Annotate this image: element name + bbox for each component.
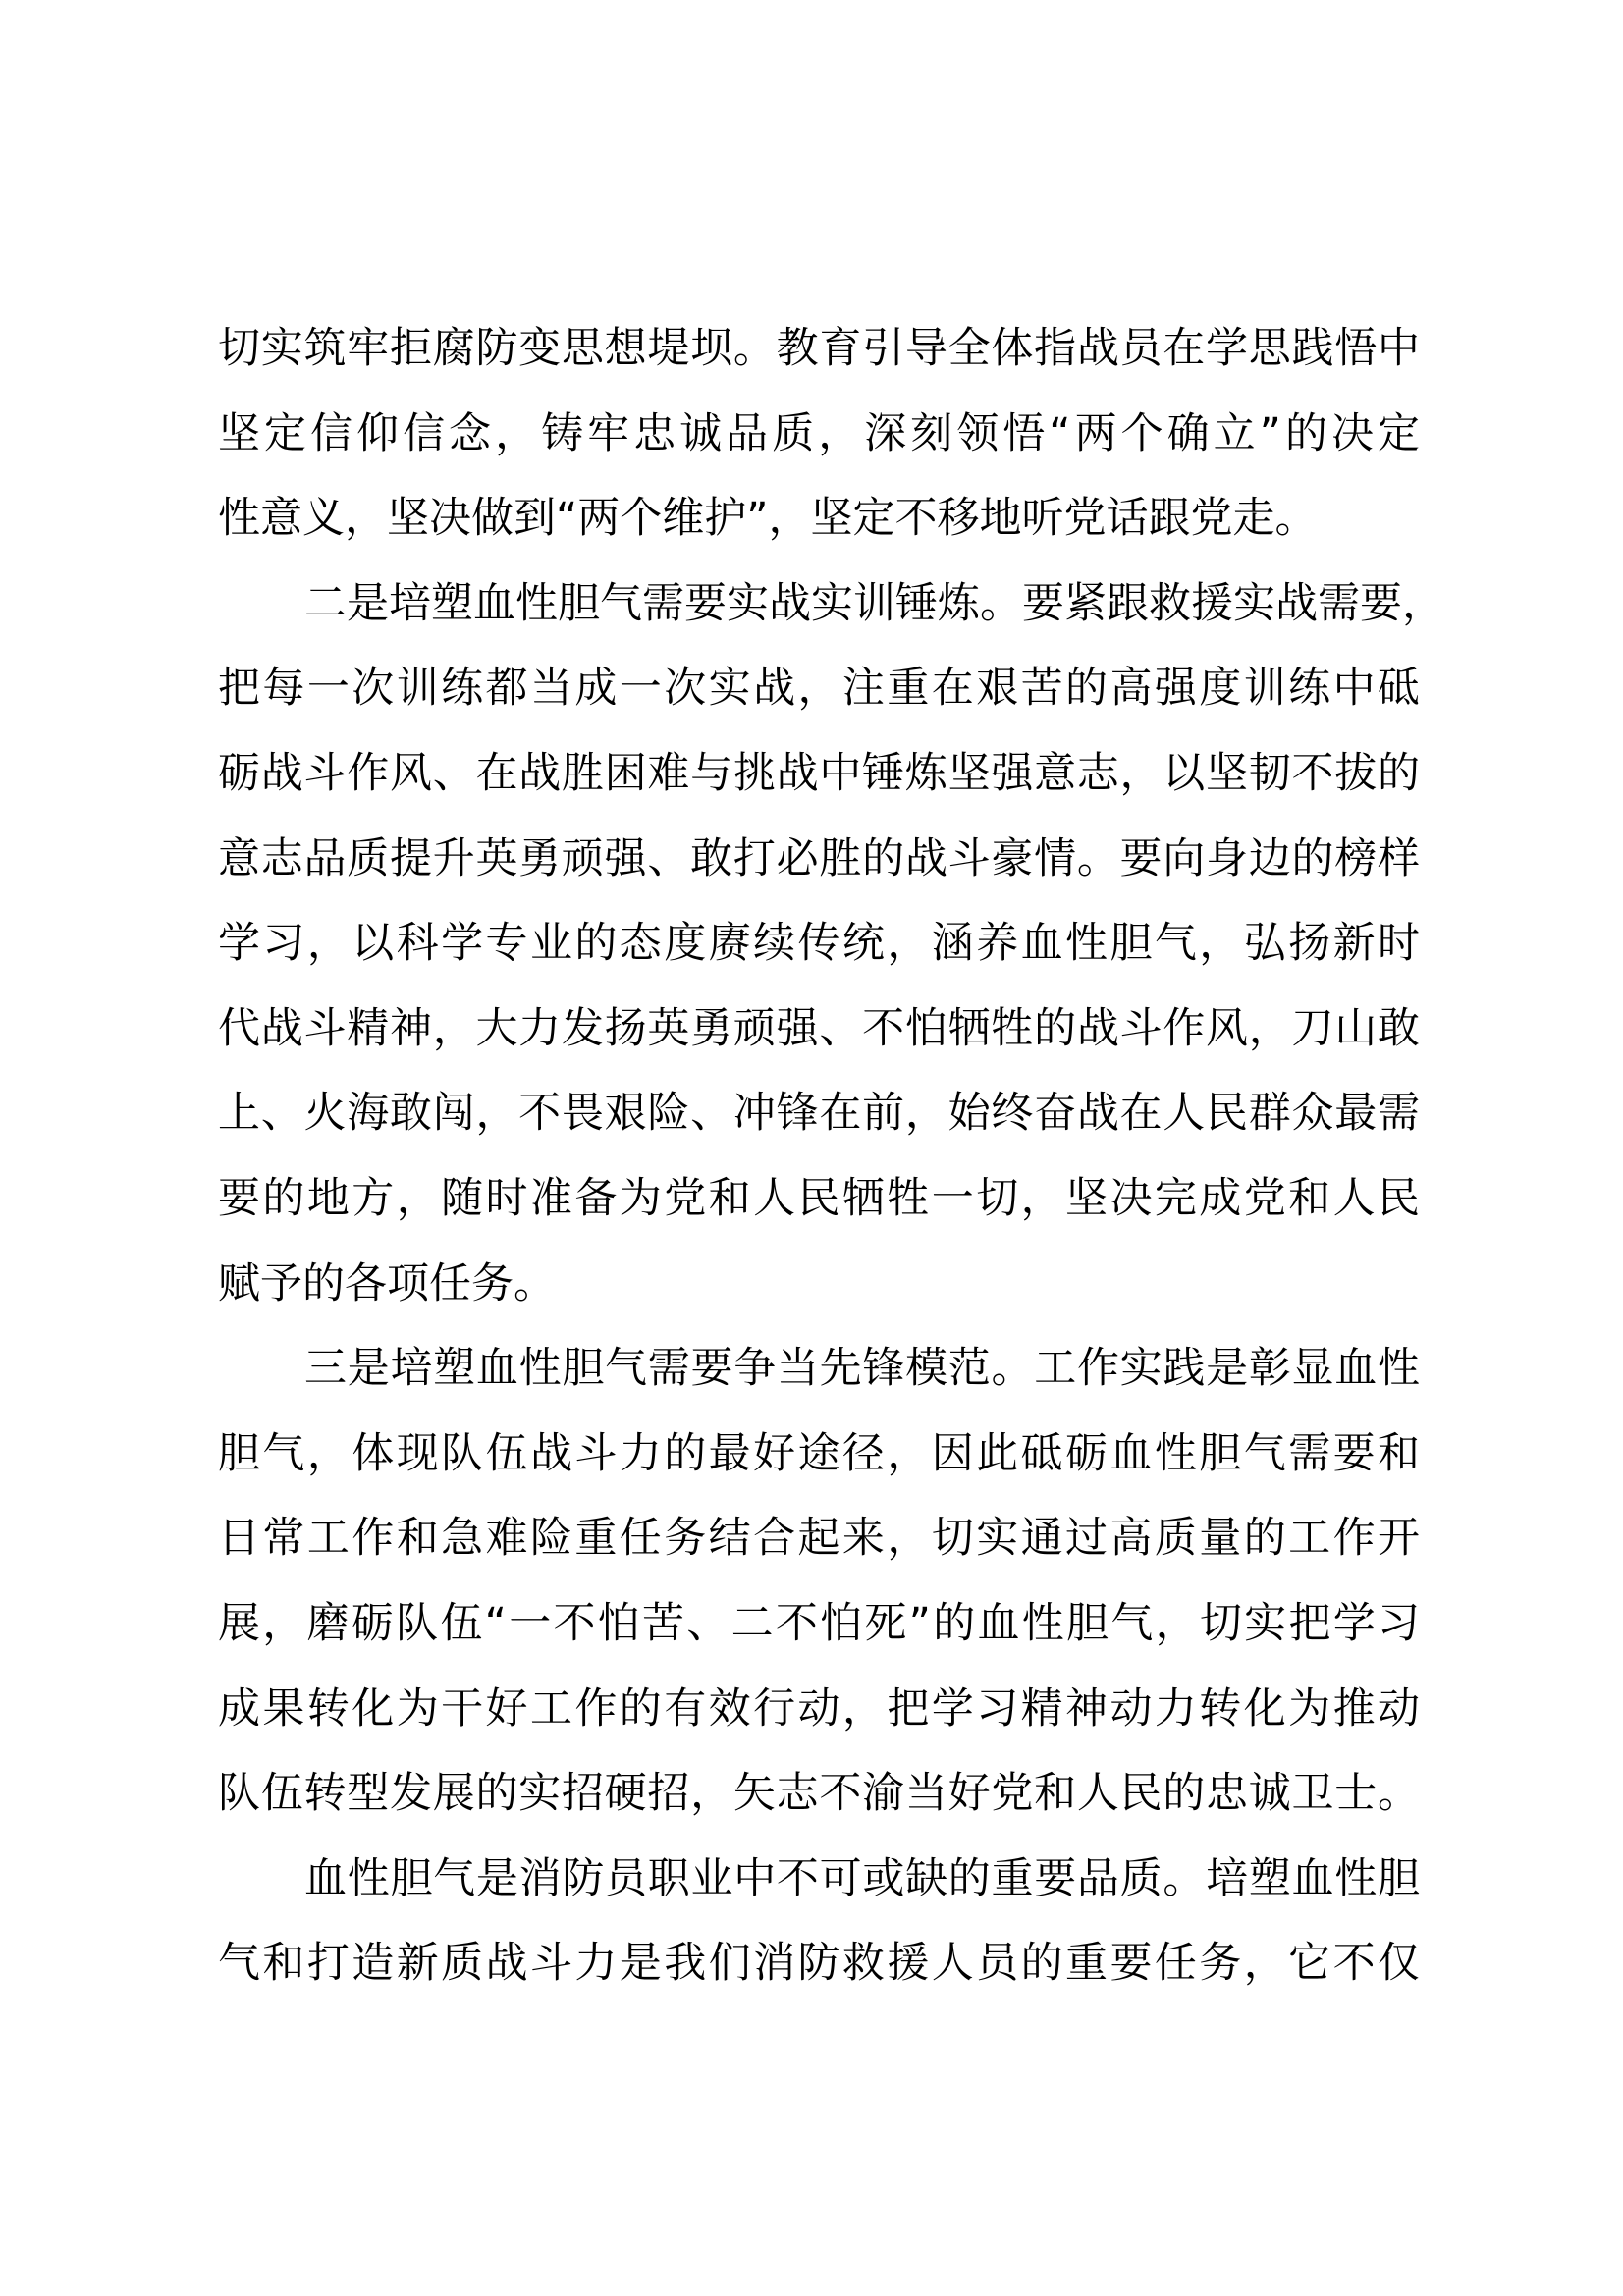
text-line: 代战斗精神，大力发扬英勇顽强、不怕牺牲的战斗作风，刀山敢 <box>218 1003 1420 1053</box>
text-line: 展，磨砺队伍“一不怕苦、二不怕死”的血性胆气，切实把学习 <box>218 1598 1420 1648</box>
text-line: 成果转化为干好工作的有效行动，把学习精神动力转化为推动 <box>218 1683 1420 1734</box>
paragraph-conclusion <box>218 1837 1435 2006</box>
text-line: 砺战斗作风、在战胜困难与挑战中锤炼坚强意志，以坚韧不拔的 <box>218 748 1420 798</box>
text-line: 胆气，体现队伍战斗力的最好途径，因此砥砺血性胆气需要和 <box>218 1428 1420 1478</box>
text-line: 日常工作和急难险重任务结合起来，切实通过高质量的工作开 <box>218 1514 1420 1564</box>
text-line: 气和打造新质战斗力是我们消防救援人员的重要任务，它不仅 <box>218 1939 1420 1989</box>
text-line: 上、火海敢闯，不畏艰险、冲锋在前，始终奋战在人民群众最需 <box>218 1089 1420 1139</box>
text-line: 二是培塑血性胆气需要实战实训锤炼。要紧跟救援实战需要， <box>304 578 1444 628</box>
text-line: 三是培塑血性胆气需要争当先锋模范。工作实践是彰显血性 <box>304 1344 1420 1394</box>
text-line: 血性胆气是消防员职业中不可或缺的重要品质。培塑血性胆 <box>304 1853 1420 1903</box>
text-line: 队伍转型发展的实招硬招，矢志不渝当好党和人民的忠诚卫士。 <box>218 1769 1420 1819</box>
text-line: 意志品质提升英勇顽强、敢打必胜的战斗豪情。要向身边的榜样 <box>218 833 1420 883</box>
text-line: 性意义，坚决做到“两个维护”，坚定不移地听党话跟党走。 <box>218 494 1318 544</box>
body-text <box>218 306 1444 2006</box>
paragraph-point-two <box>218 561 1444 1326</box>
text-line: 切实筑牢拒腐防变思想堤坝。教育引导全体指战员在学思践悟中 <box>218 324 1420 373</box>
paragraph-point-three <box>218 1326 1435 1837</box>
text-line: 赋予的各项任务。 <box>218 1258 556 1308</box>
text-line: 坚定信仰信念，铸牢忠诚品质，深刻领悟“两个确立”的决定 <box>218 408 1420 458</box>
text-line: 把每一次训练都当成一次实战，注重在艰苦的高强度训练中砥 <box>218 664 1420 714</box>
text-line: 学习，以科学专业的态度赓续传统，涵养血性胆气，弘扬新时 <box>218 919 1420 969</box>
paragraph-continuation <box>218 306 1435 561</box>
text-line: 要的地方，随时准备为党和人民牺牲一切，坚决完成党和人民 <box>218 1173 1420 1223</box>
